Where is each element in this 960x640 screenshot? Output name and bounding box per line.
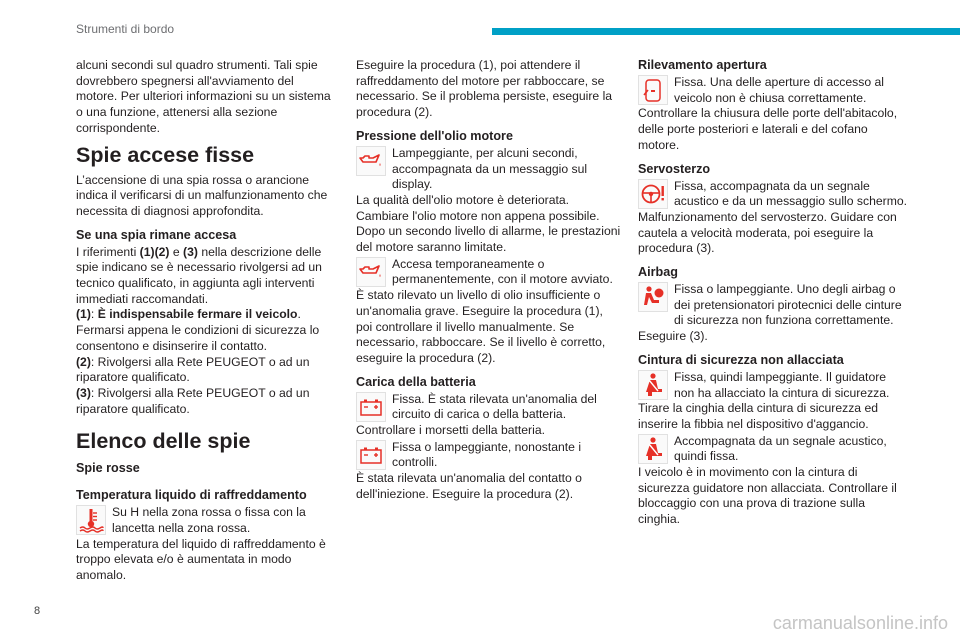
heading-spie-rosse: Spie rosse (76, 461, 140, 476)
intro-text: Eseguire la procedura (1), poi attendere il raffreddamento del motore per rabboccare, se necessario. Se il problema persiste, eseguire la procedura (2). (356, 58, 613, 120)
heading-temperatura: Temperatura liquido di raffreddamento (76, 488, 307, 503)
section-title: Strumenti di bordo (76, 22, 175, 36)
icon-description: Accesa temporaneamente o permanentemente, con il motore avviato. (392, 256, 613, 287)
warning-item-battery-2 (356, 440, 622, 471)
warning-item-power-steering (638, 179, 908, 210)
warning-item-battery-1 (356, 392, 622, 423)
column-right (638, 58, 908, 528)
door-open-icon (638, 75, 668, 105)
warning-item-door (638, 75, 908, 106)
paragraph: Controllare i morsetti della batteria. (356, 423, 545, 438)
oil-pressure-icon (356, 257, 386, 287)
icon-description: Fissa, quindi lampeggiante. Il guidatore non ha allacciato la cintura di sicurezza. (674, 369, 890, 400)
warning-item-coolant (76, 505, 332, 536)
warning-item-seatbelt-2 (638, 434, 908, 465)
reference-2: (2): Rivolgersi alla Rete PEUGEOT o ad un riparatore qualificato. (76, 354, 310, 385)
seatbelt-icon (638, 370, 668, 400)
icon-description: Lampeggiante, per alcuni secondi, accompagnata da un messaggio sul display. (392, 145, 588, 192)
heading-pressione-olio: Pressione dell'olio motore (356, 128, 513, 143)
paragraph: I veicolo è in movimento con la cintura di sicurezza guidatore non allacciata. Controllare il bloccaggio con una prova di trazione sulla cinghia. (638, 465, 897, 527)
oil-pressure-icon (356, 146, 386, 176)
paragraph: La temperatura del liquido di raffreddamento è troppo elevata e/o è aumentata in modo anomalo. (76, 536, 326, 583)
paragraph: È stato rilevato un livello di olio insufficiente o un'anomalia grave. Eseguire la procedura (1), poi controllare il livello manualmente. Se necessario, rabboccare. Se il livello è corretto, eseguire la procedura (2). (356, 288, 606, 365)
icon-description: Fissa o lampeggiante, nonostante i controlli. (392, 439, 582, 470)
icon-description: Fissa. È stata rilevata un'anomalia del circuito di carica o della batteria. (392, 391, 597, 422)
watermark: carmanualsonline.info (772, 613, 948, 633)
icon-description: Fissa, accompagnata da un segnale acustico e da un messaggio sullo schermo. (674, 178, 908, 209)
warning-item-seatbelt-1 (638, 370, 908, 401)
coolant-temperature-icon (76, 505, 106, 535)
seatbelt-icon (638, 434, 668, 464)
warning-item-oil-1 (356, 146, 622, 193)
heading-rilevamento-apertura: Rilevamento apertura (638, 58, 767, 72)
column-left (76, 58, 332, 584)
warning-item-oil-2 (356, 257, 622, 288)
paragraph: Malfunzionamento del servosterzo. Guidare con cautela a velocità moderata, poi eseguire la procedura (3). (638, 209, 897, 256)
icon-description: Su H nella zona rossa o fissa con la lancetta nella zona rossa. (112, 505, 306, 536)
power-steering-icon (638, 179, 668, 209)
page-number: 8 (34, 605, 41, 617)
references-paragraph: I riferimenti (1)(2) e (3) nella descrizione delle spie indicano se è necessario rivolgersi ad un tecnico qualificato, in aggiunta agli interventi immediati raccomandati. (76, 244, 322, 306)
paragraph: L’accensione di una spia rossa o arancione indica il verificarsi di un malfunzionamento che necessita di diagnosi approfondita. (76, 172, 328, 218)
header-accent-bar (492, 28, 960, 35)
heading-cintura: Cintura di sicurezza non allacciata (638, 352, 844, 367)
airbag-icon (638, 282, 668, 312)
intro-text: alcuni secondi sul quadro strumenti. Tali spie dovrebbero spegnersi all'avviamento del motore. Per ulteriori informazioni su un sistema o una funzione, attenersi alla sezione corrispondente. (76, 58, 331, 135)
heading-airbag: Airbag (638, 265, 678, 280)
reference-1: (1): È indispensabile fermare il veicolo. Fermarsi appena le condizioni di sicurezza lo consentono e disinserire il contatto. (76, 307, 320, 353)
icon-description: Fissa o lampeggiante. Uno degli airbag o dei pretensionatori pirotecnici delle cinture di sicurezza non funziona correttamente. (674, 282, 902, 328)
paragraph: È stata rilevata un'anomalia del contatto o dell'iniezione. Eseguire la procedura (2). (356, 471, 582, 501)
icon-description: Accompagnata da un segnale acustico, quindi fissa. (674, 433, 887, 464)
paragraph: La qualità dell'olio motore è deteriorata. Cambiare l'olio motore non appena possibile. Dopo un secondo livello di allarme, le prestazioni del motore saranno limitate. (356, 192, 621, 255)
paragraph: Eseguire (3). (638, 329, 708, 344)
reference-3: (3): Rivolgersi alla Rete PEUGEOT o ad un riparatore qualificato. (76, 385, 310, 416)
heading-servosterzo: Servosterzo (638, 161, 711, 176)
heading-spia-accesa: Se una spia rimane accesa (76, 227, 237, 242)
paragraph: Tirare la cinghia della cintura di sicurezza ed inserire la fibbia nel dispositivo d'aggancio. (638, 401, 879, 431)
heading-spie-fisse: Spie accese fisse (76, 142, 255, 167)
column-middle (356, 58, 622, 503)
icon-description: Fissa. Una delle aperture di accesso al veicolo non è chiusa correttamente. (674, 75, 885, 105)
battery-icon (356, 392, 386, 422)
warning-item-airbag (638, 282, 908, 329)
battery-icon (356, 440, 386, 470)
heading-elenco-spie: Elenco delle spie (76, 429, 251, 454)
paragraph: Controllare la chiusura delle porte dell'abitacolo, delle porte posteriori e laterali e del cofano motore. (638, 106, 898, 152)
heading-carica-batteria: Carica della batteria (356, 374, 476, 389)
